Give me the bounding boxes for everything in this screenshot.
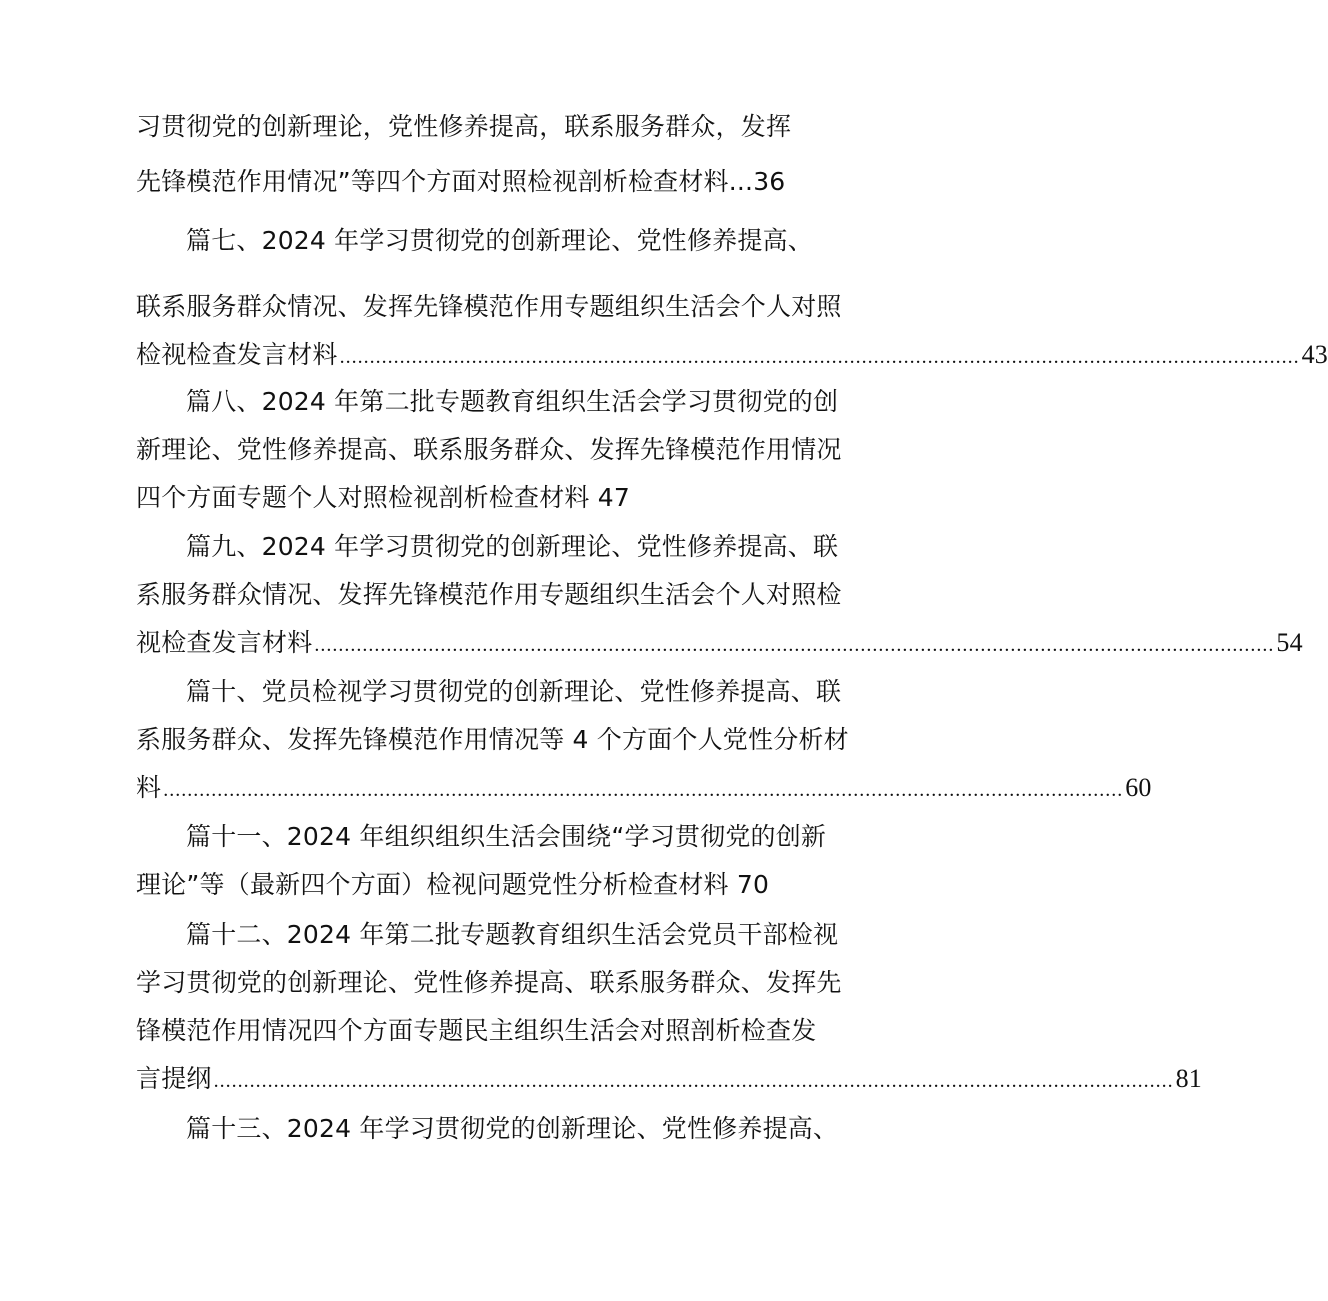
toc-line-with-page <box>136 1062 1203 1098</box>
leader-dots: ................................................................................................................................................................ <box>213 1070 1174 1092</box>
toc-line: 新理论、党性修养提高、联系服务群众、发挥先锋模范作用情况 <box>136 435 842 464</box>
toc-line: 四个方面专题个人对照检视剖析检查材料 47 <box>136 483 630 512</box>
toc-line: 理论”等（最新四个方面）检视问题党性分析检查材料 70 <box>136 870 770 899</box>
page-number: 60 <box>1125 773 1152 802</box>
toc-line: 系服务群众情况、发挥先锋模范作用专题组织生活会个人对照检 <box>136 580 842 609</box>
toc-entry-heading[interactable]: 篇十二、2024 年第二批专题教育组织生活会党员干部检视 <box>186 920 839 949</box>
toc-line-text: 料 <box>136 773 162 802</box>
leader-dots: ................................................................................................................................................................ <box>163 779 1124 801</box>
page-number: 54 <box>1276 628 1303 657</box>
toc-line: 系服务群众、发挥先锋模范作用情况等 4 个方面个人党性分析材 <box>136 725 849 754</box>
toc-line-with-page <box>136 771 1152 807</box>
toc-line: 学习贯彻党的创新理论、党性修养提高、联系服务群众、发挥先 <box>136 968 842 997</box>
toc-entry-heading[interactable]: 篇八、2024 年第二批专题教育组织生活会学习贯彻党的创 <box>186 387 839 416</box>
toc-line: 锋模范作用情况四个方面专题民主组织生活会对照剖析检查发 <box>136 1016 817 1045</box>
toc-line-with-page <box>136 626 1303 662</box>
toc-line: 先锋模范作用情况”等四个方面对照检视剖析检查材料...36 <box>136 167 786 196</box>
toc-line: 联系服务群众情况、发挥先锋模范作用专题组织生活会个人对照 <box>136 292 842 321</box>
toc-entry-heading[interactable]: 篇九、2024 年学习贯彻党的创新理论、党性修养提高、联 <box>186 532 839 561</box>
page-number: 81 <box>1175 1064 1203 1093</box>
toc-entry-heading[interactable]: 篇十一、2024 年组织组织生活会围绕“学习贯彻党的创新 <box>186 822 827 851</box>
toc-line-text: 检视检查发言材料 <box>136 340 338 369</box>
toc-line-text: 言提纲 <box>136 1064 212 1093</box>
toc-line-text: 视检查发言材料 <box>136 628 313 657</box>
toc-entry-heading[interactable]: 篇十、党员检视学习贯彻党的创新理论、党性修养提高、联 <box>186 677 842 706</box>
leader-dots: ................................................................................................................................................................ <box>339 346 1300 368</box>
leader-dots: ................................................................................................................................................................ <box>314 634 1275 656</box>
toc-line: 习贯彻党的创新理论，党性修养提高，联系服务群众，发挥 <box>136 112 792 141</box>
toc-entry-heading[interactable]: 篇七、2024 年学习贯彻党的创新理论、党性修养提高、 <box>186 226 813 255</box>
toc-entry-heading[interactable]: 篇十三、2024 年学习贯彻党的创新理论、党性修养提高、 <box>186 1114 839 1143</box>
toc-line-with-page <box>136 338 1328 374</box>
page-number: 43 <box>1301 340 1328 369</box>
